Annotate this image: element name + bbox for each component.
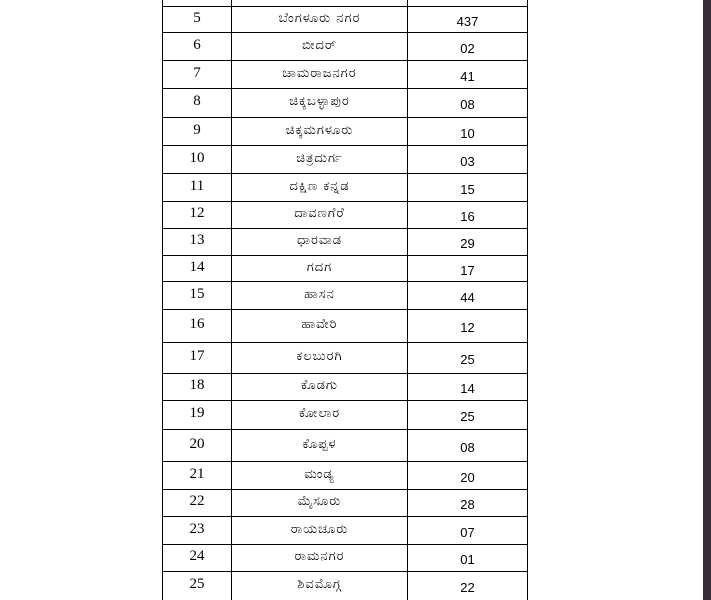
count-cell: 25 xyxy=(408,343,528,373)
count-cell: 44 xyxy=(408,282,528,309)
serial-number-cell: 21 xyxy=(163,462,232,489)
district-name-cell: ಗದಗ xyxy=(232,256,408,281)
district-name-cell: ಬೀದರ್ xyxy=(232,33,408,60)
count-cell: 28 xyxy=(408,490,528,516)
district-name-cell: ಚಿಕ್ಕಮಗಳೂರು xyxy=(232,118,408,145)
table-row xyxy=(163,572,528,600)
table-row xyxy=(163,61,528,89)
serial-number-cell xyxy=(163,0,232,6)
table-row xyxy=(163,118,528,146)
district-name-cell: ಚಿಕ್ಕಬಳ್ಳಾಪುರ xyxy=(232,89,408,117)
table-row xyxy=(163,229,528,256)
table-row xyxy=(163,146,528,174)
district-name-cell: ಚಿತ್ರದುರ್ಗ xyxy=(232,146,408,173)
district-name-cell: ಮೈಸೂರು xyxy=(232,490,408,516)
serial-number-cell: 9 xyxy=(163,118,232,145)
count-cell xyxy=(408,0,528,6)
district-name-cell: ಕೊಪ್ಪಳ xyxy=(232,430,408,461)
count-cell: 08 xyxy=(408,430,528,461)
count-cell: 437 xyxy=(408,7,528,32)
count-cell: 02 xyxy=(408,33,528,60)
district-name-cell: ಹಾಸನ xyxy=(232,282,408,309)
table-row xyxy=(163,517,528,545)
district-name-cell xyxy=(232,0,408,6)
table-row xyxy=(163,343,528,374)
count-cell: 12 xyxy=(408,310,528,342)
window-edge-strip xyxy=(703,0,711,600)
district-name-cell: ಧಾರವಾಡ xyxy=(232,229,408,255)
district-name-cell: ಕೋಲಾರ xyxy=(232,401,408,429)
table-row xyxy=(163,545,528,572)
serial-number-cell: 25 xyxy=(163,572,232,600)
count-cell: 29 xyxy=(408,229,528,255)
count-cell: 08 xyxy=(408,89,528,117)
count-cell: 15 xyxy=(408,174,528,201)
table-row xyxy=(163,374,528,401)
district-name-cell: ಹಾವೇರಿ xyxy=(232,310,408,342)
count-cell: 16 xyxy=(408,202,528,228)
district-name-cell: ಕಲಬುರಗಿ xyxy=(232,343,408,373)
serial-number-cell: 15 xyxy=(163,282,232,309)
serial-number-cell: 14 xyxy=(163,256,232,281)
serial-number-cell: 11 xyxy=(163,174,232,201)
serial-number-cell: 20 xyxy=(163,430,232,461)
table-row xyxy=(163,310,528,343)
table-row xyxy=(163,462,528,490)
count-cell: 22 xyxy=(408,572,528,600)
district-table xyxy=(162,0,528,600)
count-cell: 14 xyxy=(408,374,528,400)
count-cell: 03 xyxy=(408,146,528,173)
district-name-cell: ದಕ್ಷಿಣ ಕನ್ನಡ xyxy=(232,174,408,201)
serial-number-cell: 5 xyxy=(163,7,232,32)
table-row xyxy=(163,174,528,202)
table-row xyxy=(163,7,528,33)
district-name-cell: ಮಂಡ್ಯ xyxy=(232,462,408,489)
district-name-cell: ದಾವಣಗೆರೆ xyxy=(232,202,408,228)
count-cell: 25 xyxy=(408,401,528,429)
serial-number-cell: 6 xyxy=(163,33,232,60)
serial-number-cell: 16 xyxy=(163,310,232,342)
serial-number-cell: 19 xyxy=(163,401,232,429)
table-row-partial xyxy=(163,0,528,7)
table-row xyxy=(163,89,528,118)
serial-number-cell: 24 xyxy=(163,545,232,571)
table-row xyxy=(163,202,528,229)
count-cell: 20 xyxy=(408,462,528,489)
table-row xyxy=(163,490,528,517)
serial-number-cell: 13 xyxy=(163,229,232,255)
district-name-cell: ಚಾಮರಾಜನಗರ xyxy=(232,61,408,88)
serial-number-cell: 10 xyxy=(163,146,232,173)
table-row xyxy=(163,256,528,282)
serial-number-cell: 22 xyxy=(163,490,232,516)
table-row xyxy=(163,33,528,61)
count-cell: 41 xyxy=(408,61,528,88)
serial-number-cell: 18 xyxy=(163,374,232,400)
table-row xyxy=(163,430,528,462)
serial-number-cell: 7 xyxy=(163,61,232,88)
district-name-cell: ರಾಮನಗರ xyxy=(232,545,408,571)
serial-number-cell: 17 xyxy=(163,343,232,373)
district-name-cell: ಶಿವಮೊಗ್ಗ xyxy=(232,572,408,600)
table-row xyxy=(163,401,528,430)
count-cell: 07 xyxy=(408,517,528,544)
table-row xyxy=(163,282,528,310)
serial-number-cell: 12 xyxy=(163,202,232,228)
count-cell: 10 xyxy=(408,118,528,145)
count-cell: 17 xyxy=(408,256,528,281)
serial-number-cell: 8 xyxy=(163,89,232,117)
count-cell: 01 xyxy=(408,545,528,571)
district-name-cell: ರಾಯಚೂರು xyxy=(232,517,408,544)
serial-number-cell: 23 xyxy=(163,517,232,544)
district-name-cell: ಬೆಂಗಳೂರು ನಗರ xyxy=(232,7,408,32)
district-name-cell: ಕೊಡಗು xyxy=(232,374,408,400)
